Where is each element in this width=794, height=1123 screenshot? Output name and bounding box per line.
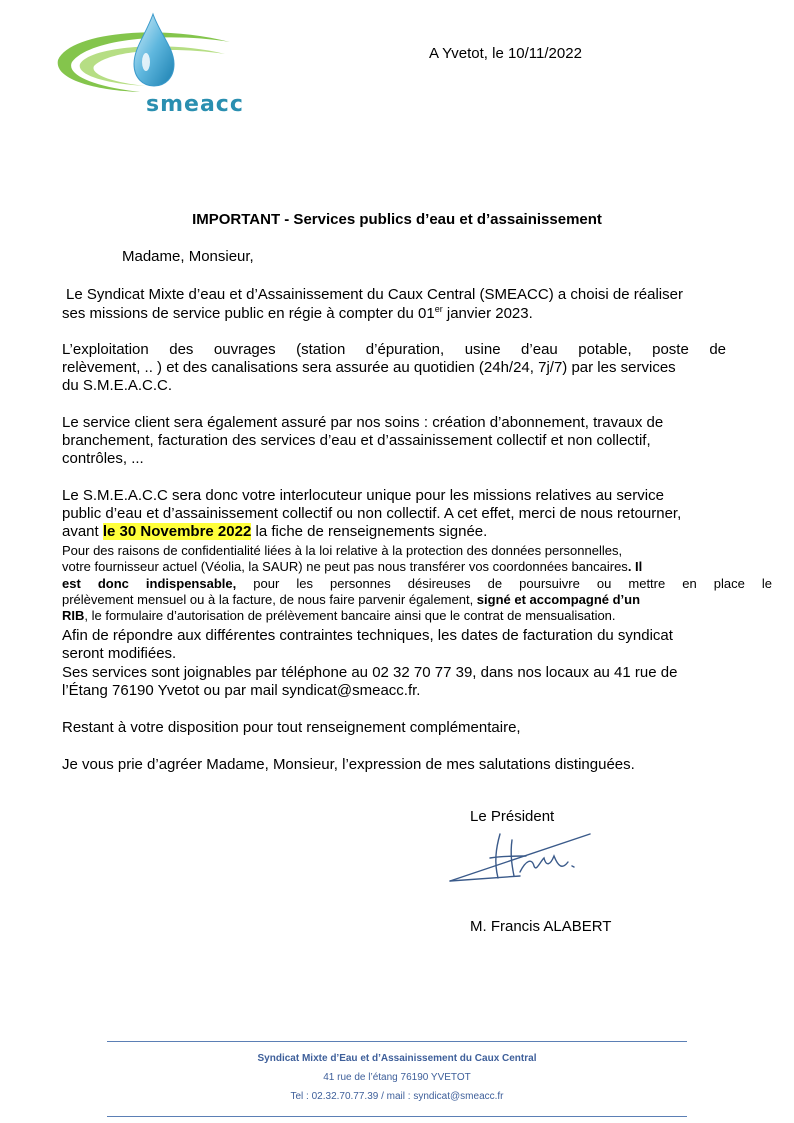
paragraph-4-line-2: public d’eau et d’assainissement collectif ou non collectif. A cet effet, merci de nous retourner, [62, 505, 682, 522]
paragraph-4-line-1: Le S.M.E.A.C.C sera donc votre interlocuteur unique pour les missions relatives au service [62, 487, 664, 504]
paragraph-7-line-1: Ses services sont joignables par téléphone au 02 32 70 77 39, dans nos locaux au 41 rue de [62, 664, 678, 681]
paragraph-2-line-1: L’exploitation des ouvrages (station d’épuration, usine d’eau potable, poste de [62, 341, 726, 358]
paragraph-7-line-2: l’Étang 76190 Yvetot ou par mail syndicat@smeacc.fr. [62, 682, 421, 699]
closing-line-1: Restant à votre disposition pour tout renseignement complémentaire, [62, 719, 521, 736]
logo-text: smeacc [146, 92, 244, 117]
paragraph-3-line-2: branchement, facturation des services d’eau et d’assainissement collectif et non collectif, [62, 432, 651, 449]
footer-contact: Tel : 02.32.70.77.39 / mail : syndicat@smeacc.fr [290, 1091, 504, 1102]
deadline-highlight: le 30 Novembre 2022 [102, 523, 252, 540]
salutation: Madame, Monsieur, [122, 248, 254, 265]
paragraph-2-line-2: relèvement, .. ) et des canalisations sera assurée au quotidien (24h/24, 7j/7) par les services [62, 359, 676, 376]
signature-icon [440, 826, 610, 896]
letter-date: A Yvetot, le 10/11/2022 [429, 45, 582, 62]
paragraph-3-line-3: contrôles, ... [62, 450, 144, 467]
paragraph-5-line-5: RIB, le formulaire d’autorisation de prélèvement bancaire ainsi que le contrat de mensualisation. [62, 608, 616, 623]
paragraph-2-line-3: du S.M.E.A.C.C. [62, 377, 173, 394]
paragraph-5-line-1: Pour des raisons de confidentialité liées à la loi relative à la protection des données personnelles, [62, 543, 623, 558]
paragraph-4-line-3: avant le 30 Novembre 2022 la fiche de renseignements signée. [62, 523, 488, 540]
paragraph-5-line-2: votre fournisseur actuel (Véolia, la SAUR) ne peut pas nous transférer vos coordonnées bancaires. Il [62, 559, 643, 574]
signatory-name: M. Francis ALABERT [470, 918, 612, 935]
footer-top-rule [107, 1041, 687, 1042]
paragraph-6-line-2: seront modifiées. [62, 645, 177, 662]
paragraph-5-line-4: prélèvement mensuel ou à la facture, de nous faire parvenir également, signé et accompagné d’un [62, 592, 641, 607]
footer-org-name: Syndicat Mixte d’Eau et d’Assainissement du Caux Central [257, 1053, 537, 1064]
paragraph-5-line-3: est donc indispensable, pour les personnes désireuses de poursuivre ou mettre en place le [62, 576, 772, 591]
letter-title: IMPORTANT - Services publics d’eau et d’assainissement [192, 211, 602, 228]
paragraph-3-line-1: Le service client sera également assuré par nos soins : création d’abonnement, travaux de [62, 414, 664, 431]
handwritten-signature [440, 826, 610, 896]
paragraph-1-line-1: Le Syndicat Mixte d’eau et d’Assainissement du Caux Central (SMEACC) a choisi de réaliser [66, 286, 683, 303]
signatory-role: Le Président [470, 808, 555, 825]
smeacc-logo [50, 12, 270, 122]
footer-bottom-rule [107, 1116, 687, 1117]
footer-address: 41 rue de l’étang 76190 YVETOT [323, 1072, 471, 1083]
paragraph-1-line-2: ses missions de service public en régie à compter du 01er janvier 2023. [62, 304, 533, 322]
closing-line-2: Je vous prie d’agréer Madame, Monsieur, l’expression de mes salutations distinguées. [62, 756, 635, 773]
paragraph-6-line-1: Afin de répondre aux différentes contraintes techniques, les dates de facturation du syndicat [62, 627, 673, 644]
